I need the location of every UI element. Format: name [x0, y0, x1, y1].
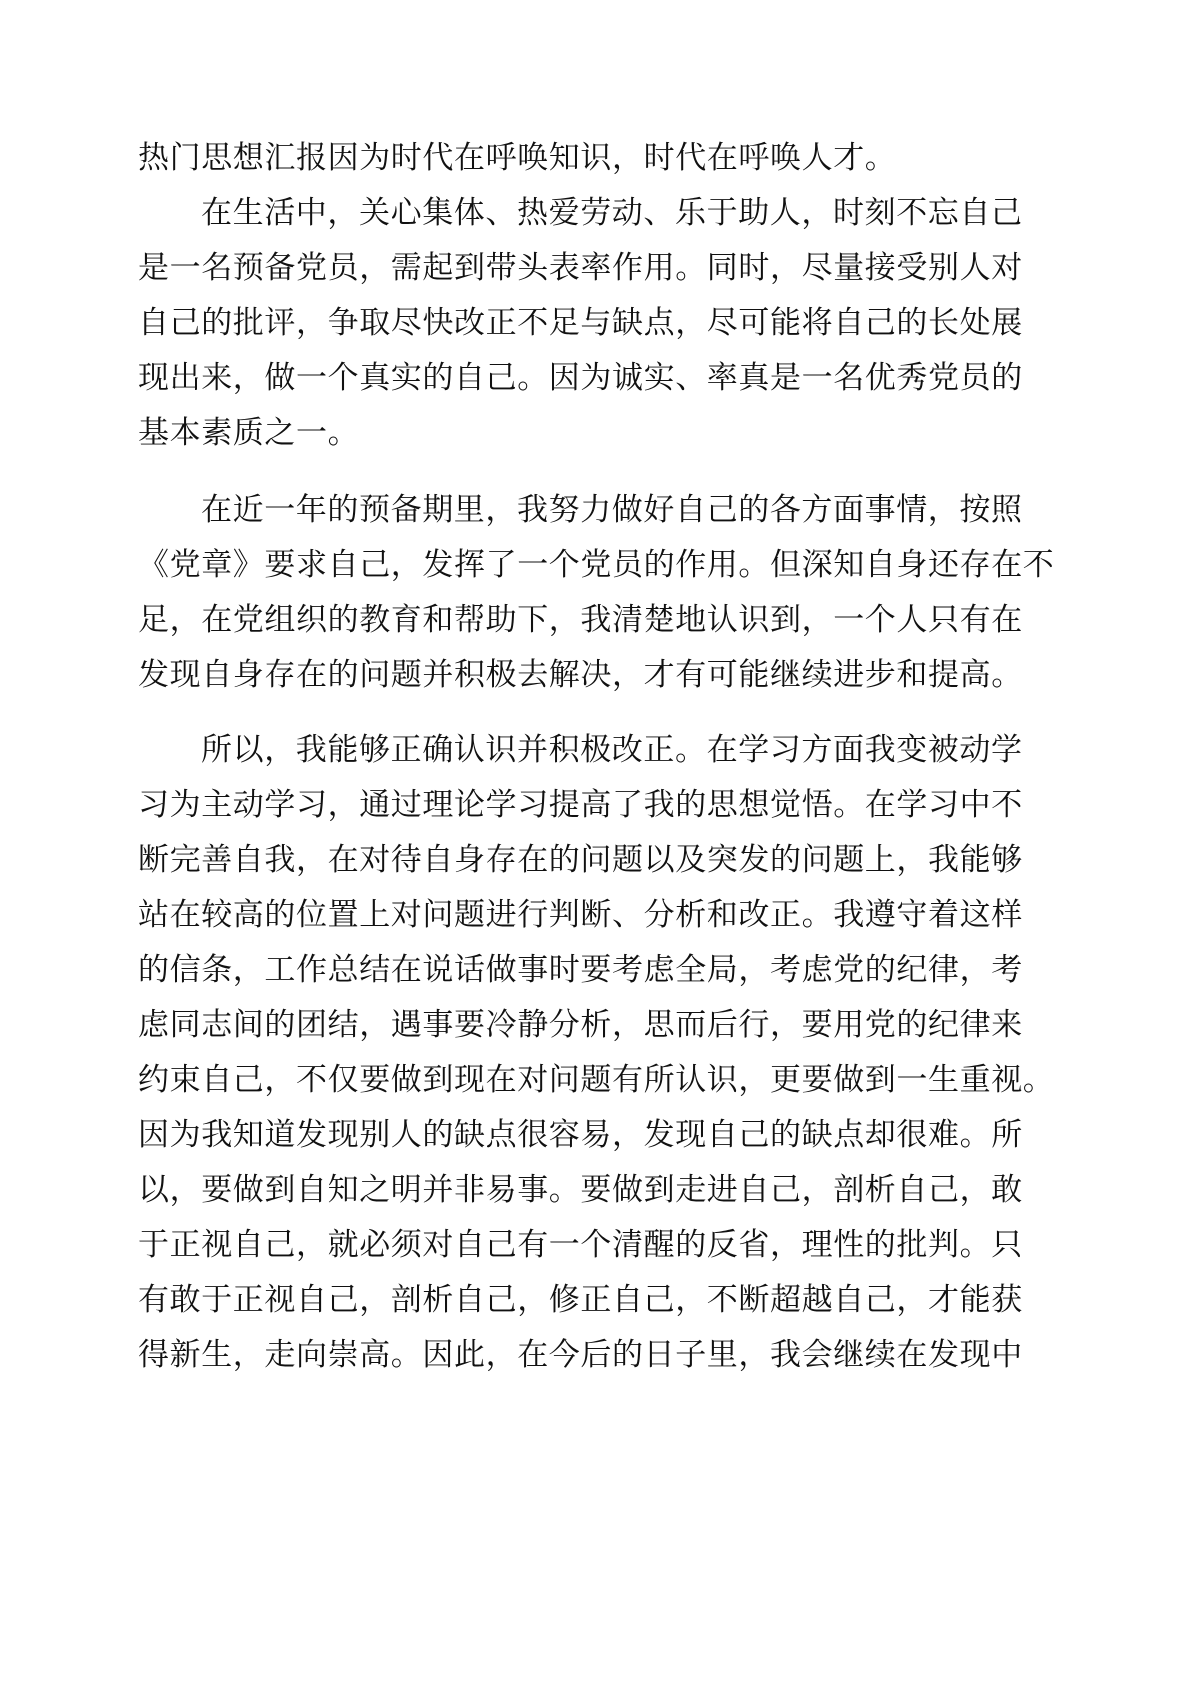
text-line: 得新生，走向崇高。因此，在今后的日子里，我会继续在发现中: [138, 1337, 1023, 1373]
text-line: 于正视自己，就必须对自己有一个清醒的反省，理性的批判。只: [138, 1227, 1023, 1263]
text-line: 断完善自我，在对待自身存在的问题以及突发的问题上，我能够: [138, 842, 1023, 878]
text-line: 现出来，做一个真实的自己。因为诚实、率真是一名优秀党员的: [138, 360, 1023, 396]
text-line: 《党章》要求自己，发挥了一个党员的作用。但深知自身还存在不: [138, 547, 1055, 583]
text-line: 自己的批评，争取尽快改正不足与缺点，尽可能将自己的长处展: [138, 305, 1023, 341]
text-line: 热门思想汇报因为时代在呼唤知识，时代在呼唤人才。: [138, 140, 897, 176]
text-line: 足，在党组织的教育和帮助下，我清楚地认识到，一个人只有在: [138, 602, 1023, 638]
text-line: 因为我知道发现别人的缺点很容易，发现自己的缺点却很难。所: [138, 1117, 1023, 1153]
text-line: 的信条，工作总结在说话做事时要考虑全局，考虑党的纪律，考: [138, 952, 1023, 988]
text-line: 在生活中，关心集体、热爱劳动、乐于助人，时刻不忘自己: [201, 195, 1023, 231]
text-line: 有敢于正视自己，剖析自己，修正自己，不断超越自己，才能获: [138, 1282, 1023, 1318]
text-line: 以，要做到自知之明并非易事。要做到走进自己，剖析自己，敢: [138, 1172, 1023, 1208]
text-line: 是一名预备党员，需起到带头表率作用。同时，尽量接受别人对: [138, 250, 1023, 286]
text-line: 约束自己，不仅要做到现在对问题有所认识，更要做到一生重视。: [138, 1062, 1055, 1098]
text-line: 虑同志间的团结，遇事要冷静分析，思而后行，要用党的纪律来: [138, 1007, 1023, 1043]
text-line: 基本素质之一。: [138, 415, 360, 451]
text-line: 站在较高的位置上对问题进行判断、分析和改正。我遵守着这样: [138, 897, 1023, 933]
text-line: 所以，我能够正确认识并积极改正。在学习方面我变被动学: [201, 732, 1023, 768]
text-line: 在近一年的预备期里，我努力做好自己的各方面事情，按照: [201, 492, 1023, 528]
text-line: 习为主动学习，通过理论学习提高了我的思想觉悟。在学习中不: [138, 787, 1023, 823]
text-line: 发现自身存在的问题并积极去解决，才有可能继续进步和提高。: [138, 657, 1023, 693]
